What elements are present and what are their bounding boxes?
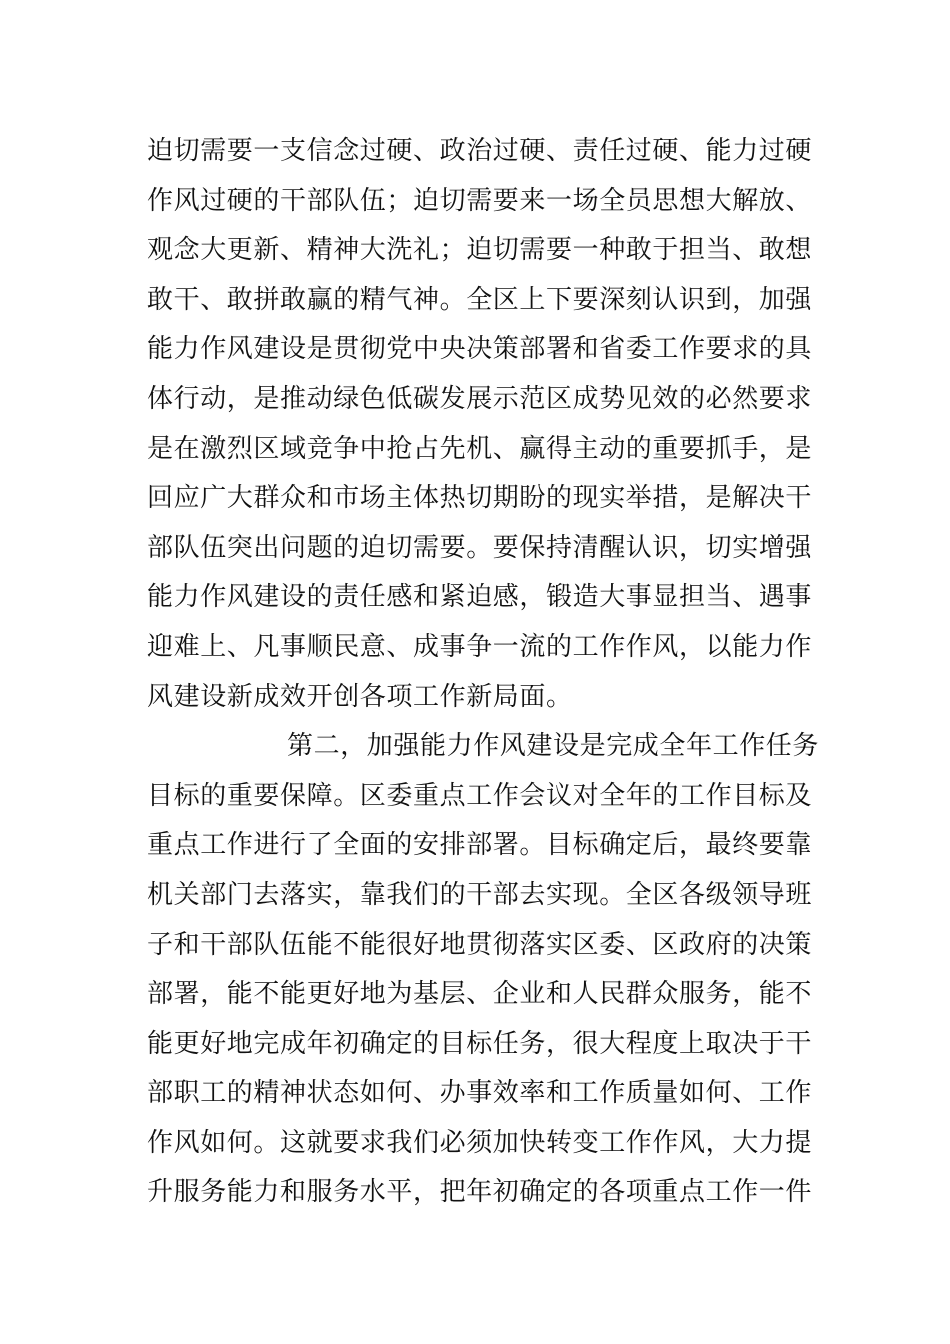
text-line: 机关部门去落实，靠我们的干部去实现。全区各级领导班 [147,879,813,910]
text-line: 作风如何。这就要求我们必须加快转变工作作风，大力提 [147,1127,813,1158]
text-line: 重点工作进行了全面的安排部署。目标确定后，最终要靠 [147,830,813,861]
paragraph-1 [147,127,817,722]
text-line: 部职工的精神状态如何、办事效率和工作质量如何、工作 [147,1078,813,1109]
text-line: 目标的重要保障。区委重点工作会议对全年的工作目标及 [147,780,813,811]
text-line: 作风过硬的干部队伍；迫切需要来一场全员思想大解放、 [147,185,813,216]
paragraph-2 [147,722,820,1218]
text-line: 升服务能力和服务水平，把年初确定的各项重点工作一件 [147,1177,813,1208]
text-line: 体行动，是推动绿色低碳发展示范区成势见效的必然要求 [147,383,813,414]
text-line: 迎难上、凡事顺民意、成事争一流的工作作风，以能力作 [147,631,813,662]
text-line: 能力作风建设是贯彻党中央决策部署和省委工作要求的具 [147,334,813,365]
text-line: 部队伍突出问题的迫切需要。要保持清醒认识，切实增强 [147,532,813,563]
text-line: 是在激烈区域竞争中抢占先机、赢得主动的重要抓手，是 [147,433,813,464]
text-line: 观念大更新、精神大洗礼；迫切需要一种敢于担当、敢想 [147,235,813,266]
text-line-indented: 第二，加强能力作风建设是完成全年工作任务 [287,731,820,762]
text-line: 敢干、敢拼敢赢的精气神。全区上下要深刻认识到，加强 [147,284,813,315]
text-line: 能更好地完成年初确定的目标任务，很大程度上取决于干 [147,1028,813,1059]
text-line: 能力作风建设的责任感和紧迫感，锻造大事显担当、遇事 [147,582,813,613]
document-body [147,127,820,1218]
text-line: 迫切需要一支信念过硬、政治过硬、责任过硬、能力过硬 [147,136,813,166]
text-line: 子和干部队伍能不能很好地贯彻落实区委、区政府的决策 [147,929,813,960]
text-line: 部署，能不能更好地为基层、企业和人民群众服务，能不 [147,979,813,1010]
text-line: 回应广大群众和市场主体热切期盼的现实举措，是解决干 [147,483,813,514]
text-line: 风建设新成效开创各项工作新局面。 [147,681,573,712]
